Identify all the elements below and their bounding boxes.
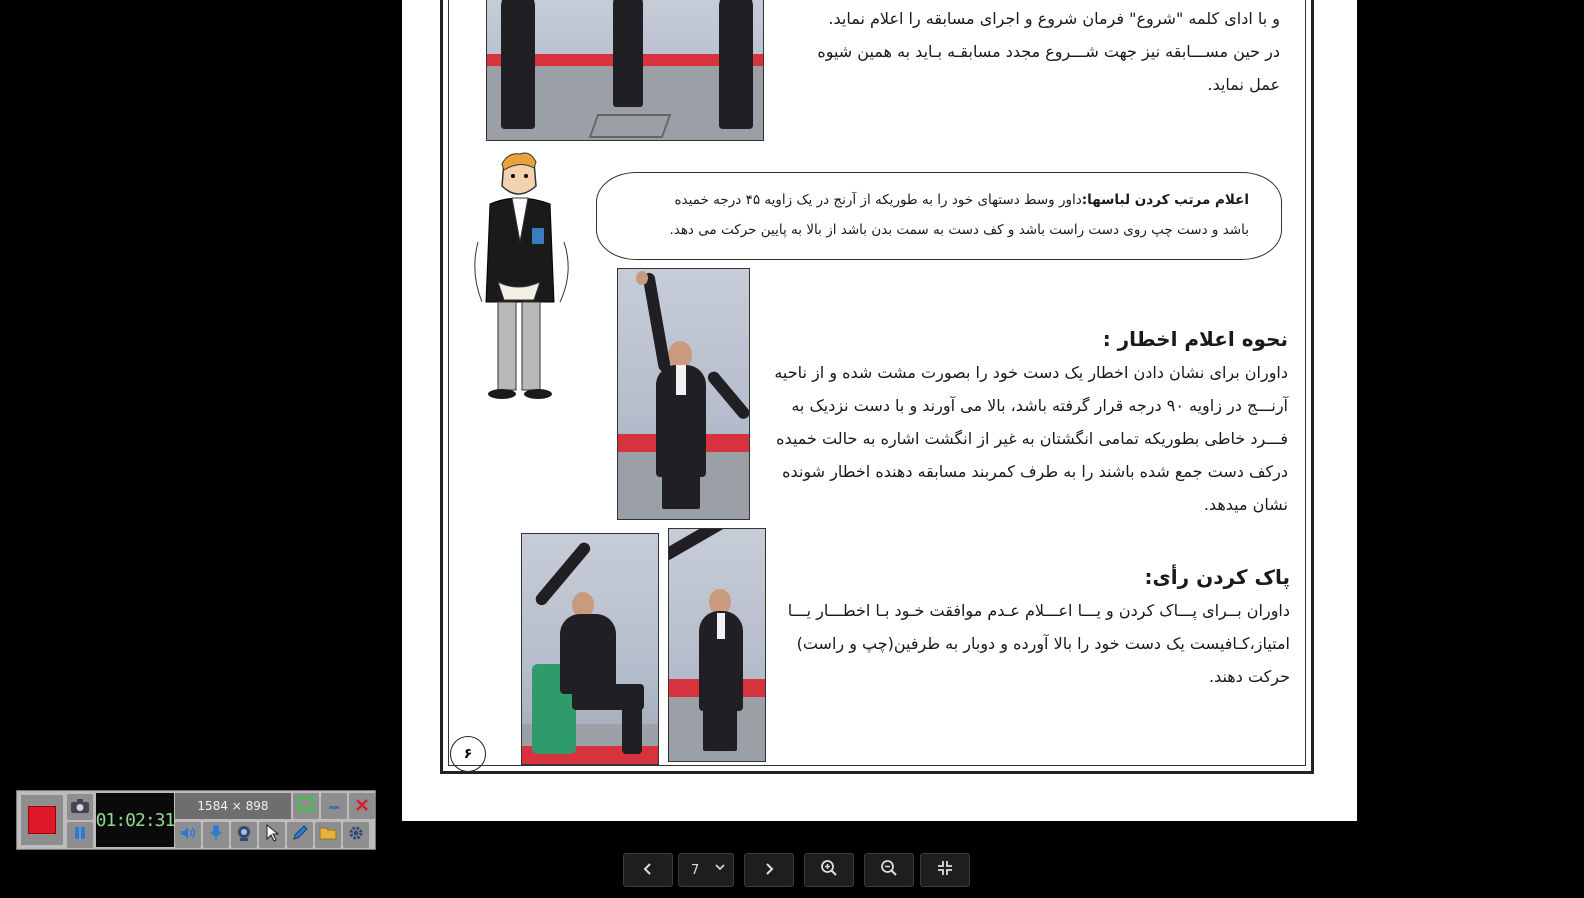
region-icon: [297, 796, 315, 816]
capture-dimensions: 1584 × 898: [175, 793, 291, 819]
bubble-line-2: باشد و دست چپ روی دست راست باشد و کف دست به سمت بدن باشد از بالا به پایین حرکت می دهد.: [669, 222, 1249, 238]
settings-button[interactable]: [343, 822, 369, 848]
page-select[interactable]: [678, 853, 734, 887]
section-cancel-vote: [772, 560, 1290, 693]
webcam-button[interactable]: [231, 822, 257, 848]
bubble-title: اعلام مرتب کردن لباسها:: [1081, 192, 1249, 208]
bubble-line-1: [609, 185, 1249, 215]
draw-button[interactable]: [287, 822, 313, 848]
photo-start-signal: [486, 0, 764, 141]
microphone-icon: [209, 824, 223, 846]
section-heading: پاک کردن رأی:: [1144, 565, 1290, 589]
speaker-button[interactable]: [175, 822, 201, 848]
zoom-out-button[interactable]: [864, 853, 914, 887]
capture-region-button[interactable]: [293, 793, 319, 819]
text-line: نشان میدهد.: [1203, 495, 1288, 514]
close-button[interactable]: [349, 793, 375, 819]
stop-record-button[interactable]: [21, 795, 63, 845]
chevron-down-icon: [715, 862, 725, 875]
page-select-value: 7: [691, 862, 700, 878]
open-folder-button[interactable]: [315, 822, 341, 848]
recording-timer: 01:02:31: [96, 793, 174, 847]
photo-cancel-standing: [668, 528, 766, 762]
text-line: فـــرد خاطی بطوریکه تمامی انگشتان به غیر از انگشت اشاره به حالت خمیده: [776, 429, 1288, 448]
exit-fullscreen-button[interactable]: [920, 853, 970, 887]
webcam-icon: [235, 824, 253, 846]
screenshot-button[interactable]: [67, 794, 93, 820]
next-page-button[interactable]: [744, 853, 794, 887]
zoom-in-button[interactable]: [804, 853, 854, 887]
section-heading: نحوه اعلام اخطار :: [1102, 327, 1288, 351]
chevron-right-icon: [762, 861, 776, 880]
text-line: درکف دست جمع شده باشند را به طرف کمربند مسابقه دهنده اخطار شونده: [782, 462, 1288, 481]
text-line: امتیاز،کـافیست یک دست خود را بالا آورده و دوبار به طرفین(چپ و راست): [796, 634, 1290, 653]
pause-icon: [73, 825, 87, 845]
document-page: [402, 0, 1357, 821]
minimize-button[interactable]: [321, 793, 347, 819]
text-line: داوران برای نشان دادن اخطار یک دست خود را بصورت مشت شده و از ناحیه: [774, 363, 1288, 382]
pause-button[interactable]: [67, 822, 93, 848]
cursor-button[interactable]: [259, 822, 285, 848]
cursor-icon: [265, 824, 279, 846]
speech-bubble: [596, 172, 1282, 260]
minimize-icon: [327, 797, 341, 816]
screen-recorder-toolbar: [16, 790, 376, 850]
folder-icon: [319, 825, 337, 845]
chevron-left-icon: [641, 861, 655, 880]
exit-fullscreen-icon: [937, 860, 953, 880]
text-line: در حین مســـابقه نیز جهت شـــروع مجدد مسابقـه بـاید به همین شیوه: [817, 42, 1280, 61]
page-number: ۶: [450, 736, 486, 772]
microphone-button[interactable]: [203, 822, 229, 848]
text-line: عمل نماید.: [1207, 75, 1280, 94]
top-paragraph: [772, 2, 1280, 101]
speaker-icon: [179, 825, 197, 845]
photo-cancel-seated: [521, 533, 659, 765]
pencil-icon: [291, 824, 309, 846]
section-warning: [758, 322, 1288, 521]
text-line: و با ادای کلمه "شروع" فرمان شروع و اجرای مسابقه را اعلام نماید.: [828, 9, 1280, 28]
cartoon-referee-illustration: [468, 152, 578, 402]
zoom-in-icon: [820, 859, 838, 881]
stop-icon: [28, 806, 56, 834]
close-icon: [355, 797, 369, 816]
text-line: حرکت دهند.: [1208, 667, 1290, 686]
gear-icon: [347, 824, 365, 846]
camera-icon: [70, 798, 90, 817]
text-line: داوران بــرای پـــاک کردن و یـــا اعـــلام عـدم موافقت خـود بـا اخطـــار یـــا: [787, 601, 1290, 620]
zoom-out-icon: [880, 859, 898, 881]
photo-warning-gesture: [617, 268, 750, 520]
bubble-text: داور وسط دستهای خود را به طوریکه از آرنج در یک زاویه ۴۵ درجه خمیده: [674, 192, 1082, 208]
prev-page-button[interactable]: [623, 853, 673, 887]
text-line: آرنـــج در زاویه ۹۰ درجه قرار گرفته باشد، بالا می آورند و با دست نزدیک به: [791, 396, 1288, 415]
